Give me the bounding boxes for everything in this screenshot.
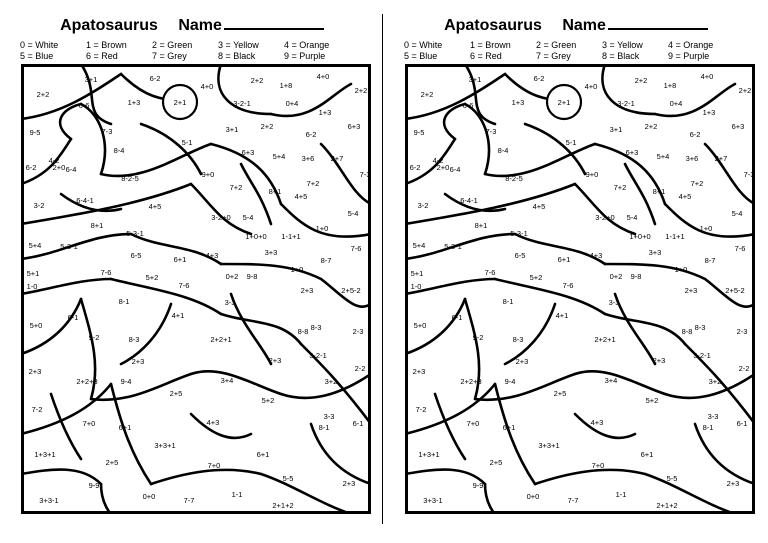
region-equation: 7-3 [485,127,497,136]
region-equation: 3+3-1 [39,496,59,505]
region-equation: 7-2 [31,405,43,414]
region-equation: 6-5 [514,251,526,260]
region-equation: 2+2 [354,86,368,95]
region-equation: 6-2 [533,74,545,83]
region-equation: 8-3 [694,323,706,332]
region-equation: 3+3+1 [154,441,176,450]
region-equation: 5-3-1 [444,242,462,251]
region-equation: 3+2 [324,377,338,386]
region-equation: 2-2 [354,364,366,373]
region-equation: 4+0 [700,72,714,81]
region-equation: 7-7 [183,496,195,505]
region-equation: 1+3 [318,108,332,117]
region-equation: 8-8 [681,327,693,336]
region-equation: 3+1 [225,125,239,134]
region-equation: 2+3 [268,356,282,365]
region-equation: 8-1 [118,297,130,306]
region-equation: 2+5 [553,389,567,398]
region-equation: 6-2 [305,130,317,139]
region-outline [191,371,281,394]
region-equation: 5+0 [413,321,427,330]
region-equation: 5+4 [272,152,286,161]
region-equation: 9+0 [585,170,599,179]
region-equation: 5+4 [412,241,426,250]
region-equation: 4+5 [532,202,546,211]
region-equation: 0+4 [669,99,683,108]
region-equation: 5-1 [181,138,193,147]
key-9: 9 = Purple [668,51,710,61]
region-equation: 5+2 [645,396,659,405]
region-equation: 6-4 [65,165,77,174]
region-outline [21,184,191,224]
worksheet-title [384,14,768,36]
region-outline [141,124,201,174]
region-equation: 2+2+3 [76,377,98,386]
region-equation: 3+1 [468,75,482,84]
region-equation: 9-8 [630,272,642,281]
key-0: 0 = White [20,40,59,50]
region-equation: 7+0 [466,419,480,428]
region-equation: 2+5-2 [341,286,361,295]
region-equation: 6-5 [130,251,142,260]
region-equation: 6-6 [78,101,90,110]
region-outline [81,104,105,174]
region-outline [465,104,489,174]
name-blank-line [224,14,324,30]
region-equation: 4+1 [171,311,185,320]
region-equation: 8-2-5 [121,174,139,183]
region-equation: 2+1+2 [272,501,294,510]
region-equation: 2+2+1 [210,335,232,344]
key-9: 9 = Purple [284,51,326,61]
key-6: 6 = Red [470,51,502,61]
key-5: 5 = Blue [20,51,54,61]
key-4: 4 = Orange [668,40,714,50]
region-equation: 8+1 [90,221,104,230]
region-equation: 6-1 [352,419,364,428]
region-equation: 6-6 [462,101,474,110]
coloring-picture [21,64,371,514]
region-equation: 5-5 [666,474,678,483]
region-equation: 5+1 [410,269,424,278]
region-equation: 1-0 [26,282,38,291]
region-equation: 6+1 [502,423,516,432]
region-outline [505,304,555,364]
region-equation: 7+2 [306,179,320,188]
picture-frame [407,66,754,513]
region-equation: 9-2 [88,333,100,342]
region-equation: 7-6 [734,244,746,253]
region-outline [615,294,655,364]
region-equation: 6+1 [640,450,654,459]
region-equation: 8-1 [702,423,714,432]
key-8: 8 = Black [602,51,640,61]
region-equation: 6+1 [118,423,132,432]
region-equation: 2+2+3 [460,377,482,386]
region-outline [575,371,665,394]
region-equation: 3-2 [33,201,45,210]
region-outline [191,414,251,438]
region-equation: 9-8 [246,272,258,281]
key-7: 7 = Grey [152,51,187,61]
region-equation: 1+0+0 [629,232,651,241]
region-equation: 7+0 [207,461,221,470]
region-equation: 7-3 [101,127,113,136]
region-outline [405,184,575,224]
region-equation: 2+2 [634,76,648,85]
region-equation: 7+2 [690,179,704,188]
key-1: 1 = Brown [86,40,127,50]
region-equation: 3+4 [220,376,234,385]
region-equation: 6-2 [409,163,421,172]
region-equation: 4+5 [678,192,692,201]
region-equation: 7+2 [613,183,627,192]
region-equation: 9-9 [472,481,484,490]
region-equation: 2+5-2 [725,286,745,295]
region-equation: 3+1 [609,125,623,134]
region-equation: 7-6 [178,281,190,290]
region-outline [535,470,645,484]
region-outline [311,424,371,484]
region-equation: 3+2 [708,377,722,386]
region-equation: 3-2-1 [309,351,327,360]
region-equation: 1-1 [615,490,627,499]
coloring-picture [405,64,755,514]
region-equation: 5+2 [529,273,543,282]
region-equation: 5+4 [656,152,670,161]
region-equation: 2+1 [173,98,187,107]
key-3: 3 = Yellow [218,40,259,50]
region-equation: 5-4 [731,209,743,218]
region-equation: 4+5 [294,192,308,201]
region-equation: 1+3 [127,98,141,107]
region-equation: 2+2+1 [594,335,616,344]
region-equation: 2+3 [412,367,426,376]
region-equation: 3+4 [604,376,618,385]
region-equation: 2-3 [352,327,364,336]
region-equation: 1-1 [231,490,243,499]
region-equation: 7-2 [415,405,427,414]
key-3: 3 = Yellow [602,40,643,50]
key-4: 4 = Orange [284,40,330,50]
region-outline [525,124,585,174]
region-equation: 4+3 [205,251,219,260]
region-equation: 0+0 [526,492,540,501]
region-equation: 2+7 [330,154,344,163]
region-equation: 6-2 [25,163,37,172]
region-outline [231,294,271,364]
key-8: 8 = Black [218,51,256,61]
region-equation: 2-2 [738,364,750,373]
region-equation: 9-4 [504,377,516,386]
region-equation: 4+1 [555,311,569,320]
region-equation: 7-3 [743,170,755,179]
key-6: 6 = Red [86,51,118,61]
region-outline [575,414,635,438]
region-outline [121,304,171,364]
region-equation: 1+0 [674,265,688,274]
region-equation: 5-3-1 [510,229,528,238]
region-equation: 3+3-1 [423,496,443,505]
region-equation: 4-2 [432,156,444,165]
region-equation: 1+0+0 [245,232,267,241]
picture-frame [23,66,370,513]
region-equation: 3-2-1 [233,99,251,108]
name-label: Name [178,17,222,34]
region-equation: 1-1+1 [665,232,685,241]
region-equation: 3-3 [707,412,719,421]
region-equation: 9+0 [201,170,215,179]
region-equation: 3-2 [417,201,429,210]
region-equation: 2-3 [736,327,748,336]
region-equation: 2+5 [489,458,503,467]
region-equation: 6-4 [449,165,461,174]
region-equation: 8-1 [502,297,514,306]
region-equation: 7+0 [82,419,96,428]
region-equation: 8-2-5 [505,174,523,183]
key-2: 2 = Green [536,40,577,50]
region-equation: 7-6 [562,281,574,290]
region-equation: 1+3 [511,98,525,107]
region-outline [78,64,111,124]
region-equation: 9-2 [472,333,484,342]
region-outline [605,314,685,344]
region-equation: 5-1 [565,138,577,147]
region-equation: 6+3 [241,148,255,157]
region-equation: 7-6 [350,244,362,253]
region-equation: 5+2 [261,396,275,405]
key-1: 1 = Brown [470,40,511,50]
region-equation: 8-8 [297,327,309,336]
region-equation: 8-4 [497,146,509,155]
region-equation: 6-4-1 [460,196,478,205]
region-equation: 8-3 [512,335,524,344]
picture-canvas [405,64,755,514]
region-equation: 4+0 [200,82,214,91]
region-equation: 5-5 [282,474,294,483]
region-equation: 3-2-1 [617,99,635,108]
region-equation: 8+1 [652,187,666,196]
region-equation: 2+2 [420,90,434,99]
region-equation: 3+3 [648,248,662,257]
region-equation: 3+6 [301,154,315,163]
region-equation: 6-1 [451,313,463,322]
region-equation: 1-0 [410,282,422,291]
region-equation: 3+6 [685,154,699,163]
region-equation: 4+0 [316,72,330,81]
region-equation: 9-5 [29,128,41,137]
region-equation: 1+8 [663,81,677,90]
key-5: 5 = Blue [404,51,438,61]
region-equation: 7-6 [484,268,496,277]
region-equation: 6+3 [731,122,745,131]
region-equation: 2+2 [36,90,50,99]
region-outline [462,64,495,124]
region-equation: 7-3 [359,170,371,179]
region-equation: 7-6 [100,268,112,277]
region-equation: 2+3 [28,367,42,376]
region-equation: 6-2 [149,74,161,83]
region-equation: 2+3 [652,356,666,365]
region-equation: 4+3 [590,418,604,427]
region-equation: 2+3 [515,357,529,366]
region-equation: 9-9 [88,481,100,490]
region-equation: 3-3 [608,298,620,307]
region-equation: 3+3 [264,248,278,257]
region-equation: 7+2 [229,183,243,192]
region-equation: 5+1 [26,269,40,278]
region-equation: 6+1 [173,255,187,264]
region-equation: 3-2+0 [211,213,231,222]
region-equation: 6+1 [256,450,270,459]
region-equation: 3-3 [224,298,236,307]
region-equation: 4+3 [206,418,220,427]
region-equation: 2+3 [684,286,698,295]
region-equation: 5-3-1 [60,242,78,251]
region-equation: 1+0 [290,265,304,274]
title-text: Apatosaurus [60,17,158,34]
region-outline [221,314,301,344]
region-equation: 9-4 [120,377,132,386]
region-equation: 6+3 [625,148,639,157]
region-equation: 2+2 [250,76,264,85]
region-equation: 6+3 [347,122,361,131]
region-equation: 8-1 [318,423,330,432]
region-equation: 7-7 [567,496,579,505]
region-equation: 2+2 [644,122,658,131]
region-outline [151,470,261,484]
color-key [20,40,370,62]
region-equation: 2+0 [436,163,450,172]
region-equation: 6-1 [67,313,79,322]
region-equation: 0+2 [225,272,239,281]
region-outline [405,139,455,184]
region-equation: 8+1 [268,187,282,196]
region-equation: 9-5 [413,128,425,137]
region-equation: 1+3+1 [418,450,440,459]
region-equation: 8-4 [113,146,125,155]
region-equation: 8-3 [128,335,140,344]
region-equation: 0+2 [609,272,623,281]
region-equation: 8-3 [310,323,322,332]
region-equation: 4+3 [589,251,603,260]
region-equation: 2+2 [738,86,752,95]
region-equation: 5+0 [29,321,43,330]
key-2: 2 = Green [152,40,193,50]
region-equation: 2+3 [726,479,740,488]
region-outline [101,484,111,514]
region-equation: 1+0 [315,224,329,233]
region-equation: 2+3 [131,357,145,366]
region-equation: 3-2+0 [595,213,615,222]
color-key [404,40,754,62]
region-equation: 2+0 [52,163,66,172]
region-equation: 6-4-1 [76,196,94,205]
region-equation: 1-1+1 [281,232,301,241]
region-equation: 2+1 [557,98,571,107]
key-7: 7 = Grey [536,51,571,61]
region-equation: 2+1+2 [656,501,678,510]
region-equation: 1+0 [699,224,713,233]
region-outline [21,139,71,184]
region-equation: 5+2 [145,273,159,282]
region-equation: 2+5 [105,458,119,467]
worksheet-right [384,0,768,543]
page-divider [382,14,383,524]
region-equation: 8-7 [704,256,716,265]
region-equation: 8-7 [320,256,332,265]
region-equation: 5-4 [347,209,359,218]
region-equation: 1+3 [702,108,716,117]
region-equation: 5+4 [28,241,42,250]
region-equation: 0+0 [142,492,156,501]
region-equation: 1+3+1 [34,450,56,459]
region-equation: 4-2 [48,156,60,165]
region-equation: 4+0 [584,82,598,91]
region-equation: 2+7 [714,154,728,163]
region-equation: 8+1 [474,221,488,230]
region-equation: 0+4 [285,99,299,108]
region-equation: 1+8 [279,81,293,90]
region-equation: 3+3+1 [538,441,560,450]
region-equation: 3-2-1 [693,351,711,360]
region-equation: 6+1 [557,255,571,264]
name-label: Name [562,17,606,34]
region-equation: 7+0 [591,461,605,470]
title-text: Apatosaurus [444,17,542,34]
region-equation: 2+3 [300,286,314,295]
name-blank-line [608,14,708,30]
region-equation: 5-4 [626,213,638,222]
region-equation: 3+1 [84,75,98,84]
region-equation: 5-3-1 [126,229,144,238]
region-equation: 6-2 [689,130,701,139]
region-equation: 2+5 [169,389,183,398]
region-equation: 2+3 [342,479,356,488]
region-outline [695,424,755,484]
region-equation: 3-3 [323,412,335,421]
region-equation: 5-4 [242,213,254,222]
region-equation: 6-1 [736,419,748,428]
region-outline [485,484,495,514]
key-0: 0 = White [404,40,443,50]
worksheet-title [0,14,384,36]
region-equation: 4+5 [148,202,162,211]
picture-canvas [21,64,371,514]
region-equation: 2+2 [260,122,274,131]
